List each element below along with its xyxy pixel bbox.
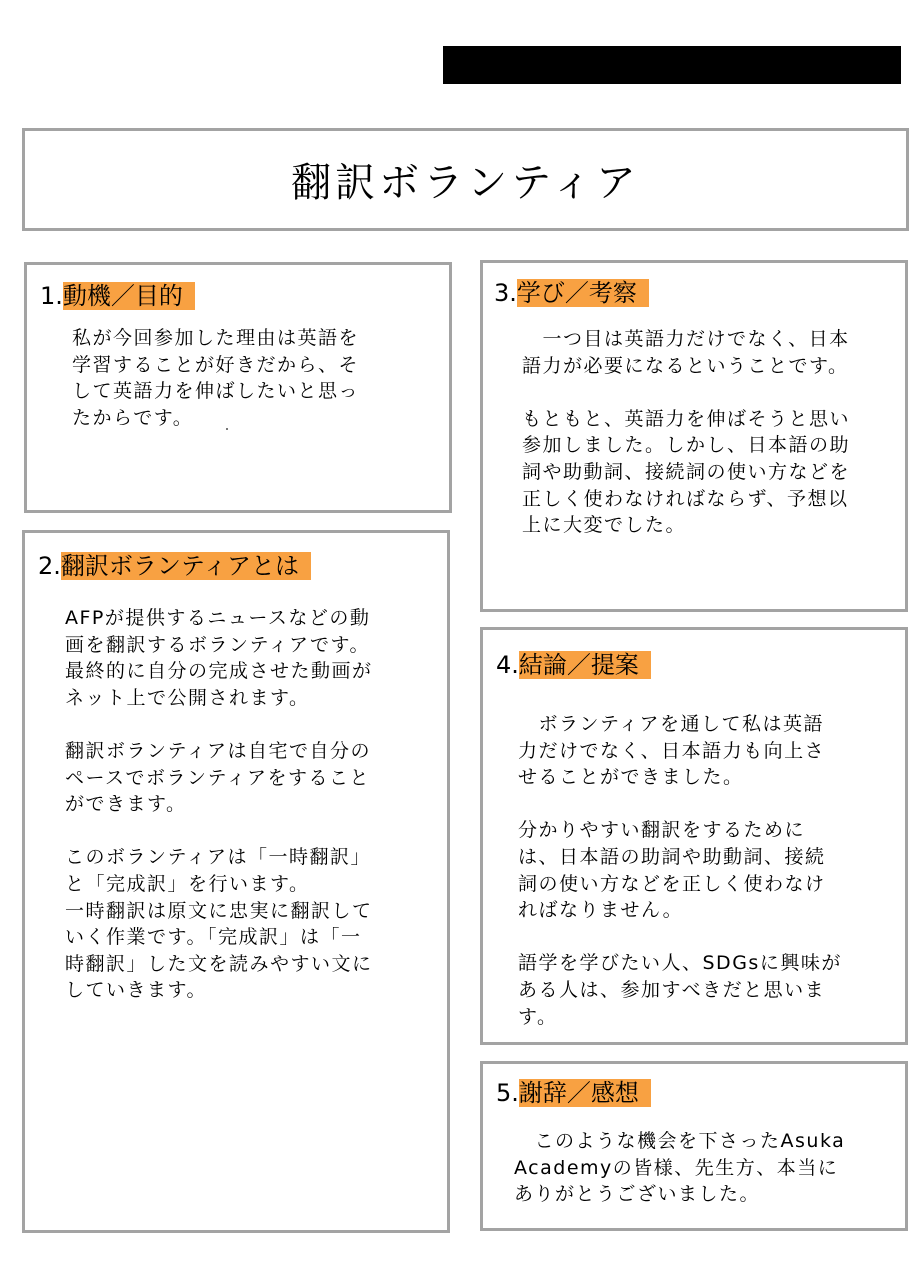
section-3-heading	[494, 278, 649, 308]
section-1-heading	[40, 281, 195, 311]
section-5-body: このような機会を下さったAsuka Academyの皆様、先生方、本当に ありがとうございました。	[514, 1130, 846, 1206]
redacted-bar	[443, 46, 901, 84]
title-box	[22, 128, 909, 231]
section-2-number: 2.	[38, 552, 61, 580]
section-5-heading	[496, 1078, 651, 1108]
stray-dot	[226, 428, 228, 430]
section-2-heading	[38, 551, 311, 581]
section-2-title: 翻訳ボランティアとは	[61, 552, 311, 580]
section-4-title: 結論／提案	[519, 651, 651, 679]
page-title: 翻訳ボランティア	[291, 160, 640, 206]
section-4-heading	[496, 650, 651, 680]
section-5-title: 謝辞／感想	[519, 1079, 651, 1107]
section-4-body: ボランティアを通して私は英語 力だけでなく、日本語力も向上さ せることができました。 分かりやすい翻訳をするために は、日本語の助詞や助動詞、接続 詞の使い方などを正しく使わなけ ればなりません。 語学を学びたい人、SDGsに興味が ある人は、参加すべきだと思いま す。	[518, 713, 842, 1028]
section-3-title: 学び／考察	[517, 279, 649, 307]
section-1-title: 動機／目的	[63, 282, 195, 310]
section-1-body: 私が今回参加した理由は英語を 学習することが好きだから、そ して英語力を伸ばしたいと思っ たからです。	[72, 327, 360, 429]
section-1-number: 1.	[40, 282, 63, 310]
section-3-number: 3.	[494, 279, 517, 307]
section-2-body: AFPが提供するニュースなどの動 画を翻訳するボランティアです。 最終的に自分の完成させた動画が ネット上で公開されます。 翻訳ボランティアは自宅で自分の ペースでボランティアをすること ができます。 このボランティアは「一時翻訳」 と「完成訳」を行います。 一時翻訳は原文に忠実に翻訳して いく作業です。「完成訳」は「一 時翻訳」した文を読みやすい文に していきます。	[65, 607, 373, 1002]
section-4-number: 4.	[496, 651, 519, 679]
section-3-body: 一つ目は英語力だけでなく、日本 語力が必要になるということです。 もともと、英語力を伸ばそうと思い 参加しました。しかし、日本語の助 詞や助動詞、接続詞の使い方などを 正しく使わなければならず、予想以 上に大変でした。	[522, 328, 851, 537]
section-5-number: 5.	[496, 1079, 519, 1107]
